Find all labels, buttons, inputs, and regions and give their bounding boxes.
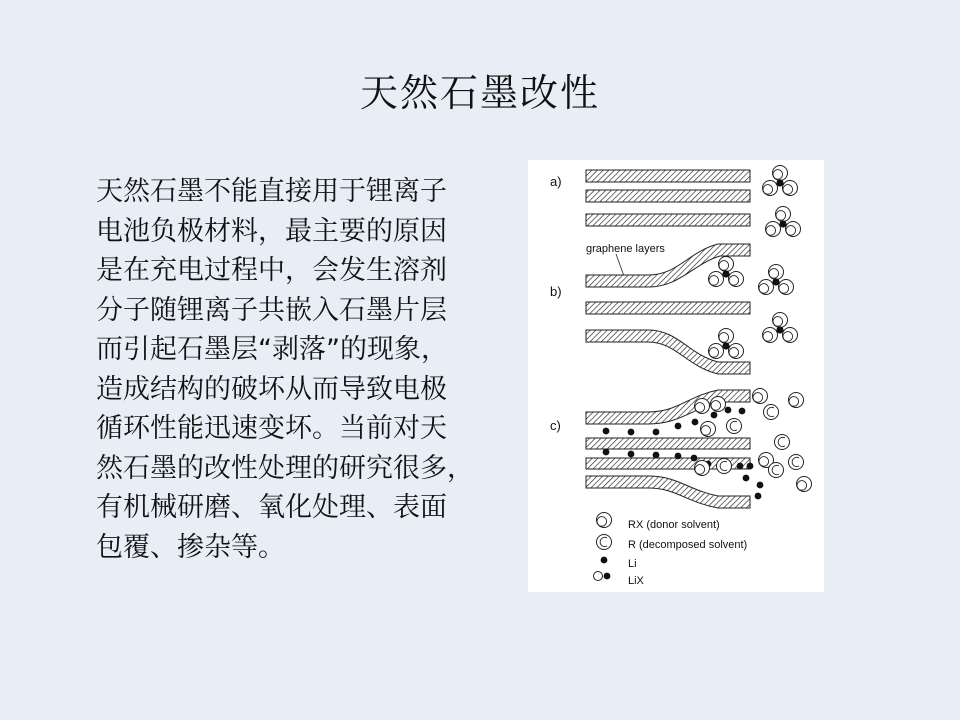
body-line: 而引起石墨层“剥落”的现象， [96,334,448,365]
panel-c-layers [586,390,750,508]
figure-svg [528,160,824,592]
panel-label-a: a) [550,174,562,189]
legend-r: R (decomposed solvent) [628,539,748,551]
body-line: 然石墨的改性处理的研究很多， [96,452,474,484]
body-line: 电池负极材料，最主要的原因 [96,215,447,247]
panel-label-b: b) [550,284,562,299]
figure-legend [594,513,748,588]
body-line: 天然石墨不能直接用于锂离子 [96,176,447,207]
body-line: 包覆、掺杂等。 [96,531,285,563]
body-line: 有机械研磨、氧化处理、表面 [96,492,447,523]
body-line: 造成结构的破坏从而导致电极 [96,373,447,405]
legend-rx: RX (donor solvent) [628,519,720,531]
body-paragraph [96,172,528,567]
body-line: 是在充电过程中，会发生溶剂 [96,255,447,286]
panel-a-layers [586,170,750,226]
legend-lix: LiX [628,575,644,587]
legend-li: Li [628,558,637,570]
body-line: 循环性能迅速变坏。当前对天 [96,413,447,444]
slide-title: 天然石墨改性 [359,71,600,115]
panel-label-c: c) [550,418,561,433]
graphite-exfoliation-figure [528,160,824,592]
panel-a-solvent [763,166,801,237]
body-line: 分子随锂离子共嵌入石墨片层 [96,294,447,326]
graphene-layers-label: graphene layers [586,243,665,255]
